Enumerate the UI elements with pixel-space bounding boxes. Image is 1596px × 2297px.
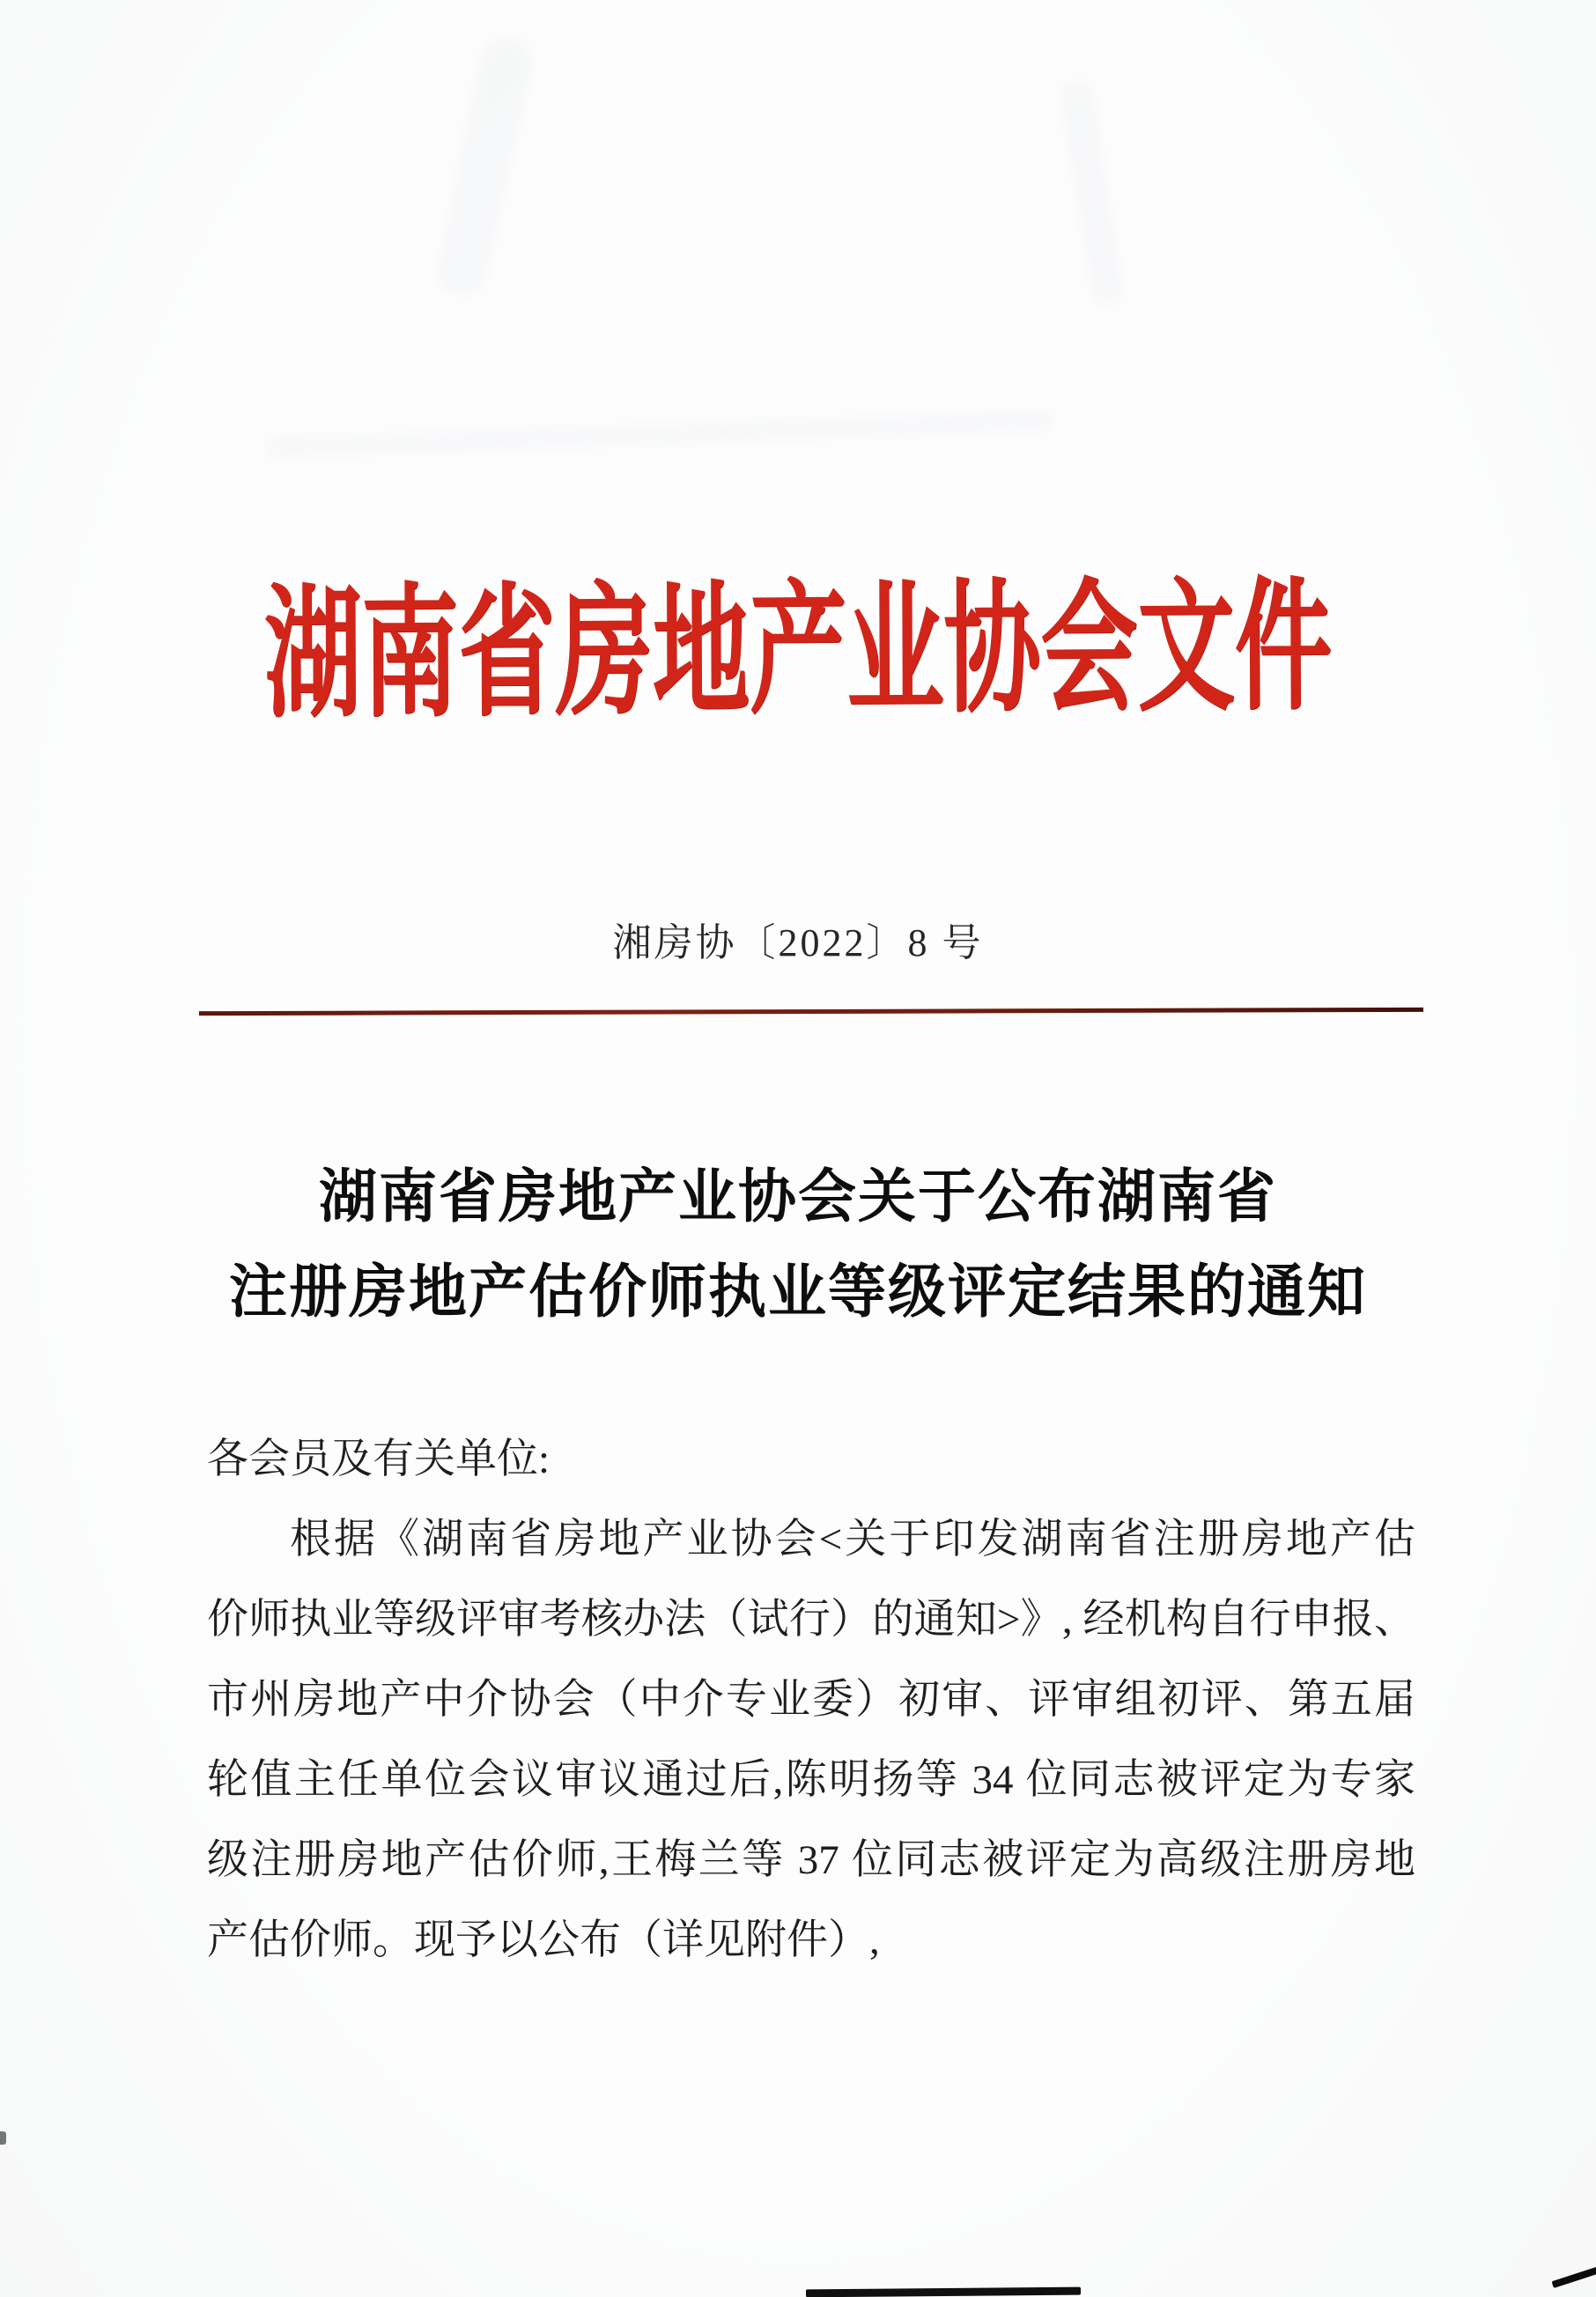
scan-artifact-bottom-bar — [806, 2287, 1081, 2297]
salutation: 各会员及有关单位: — [207, 1437, 550, 1482]
body-paragraph-line: 价师执业等级评审考核办法（试行）的通知>》, 经机构自行申报、 — [207, 1597, 1415, 1643]
body-paragraph-line: 根据《湖南省房地产业协会<关于印发湖南省注册房地产估 — [290, 1517, 1415, 1562]
notice-title-line1: 湖南省房地产业协会关于公布湖南省 — [319, 1165, 1277, 1230]
body-paragraph-line: 产估价师。现予以公布（详见附件）, — [207, 1917, 880, 1963]
notice-title-line2: 注册房地产估价师执业等级评定结果的通知 — [229, 1260, 1367, 1325]
letterhead-title: 湖南省房地产业协会文件 — [263, 569, 1333, 735]
red-separator-line — [199, 1008, 1423, 1016]
body-paragraph-line: 级注册房地产估价师,王梅兰等 37 位同志被评定为高级注册房地 — [207, 1837, 1415, 1883]
scan-streak — [1057, 78, 1127, 309]
notice-body — [207, 1420, 1415, 1981]
scan-artifact-edge-mark — [0, 2131, 6, 2145]
document-number: 湘房协〔2022〕8 号 — [612, 921, 984, 964]
scan-streak — [264, 409, 1057, 459]
scan-streak — [431, 33, 537, 302]
body-paragraph-line: 市州房地产中介协会（中介专业委）初审、评审组初评、第五届 — [207, 1677, 1415, 1723]
body-paragraph-line: 轮值主任单位会议审议通过后,陈明扬等 34 位同志被评定为专家 — [207, 1757, 1415, 1803]
notice-title — [0, 1150, 1596, 1341]
letterhead — [0, 569, 1596, 735]
scan-artifact-corner-mark — [1552, 2263, 1596, 2288]
